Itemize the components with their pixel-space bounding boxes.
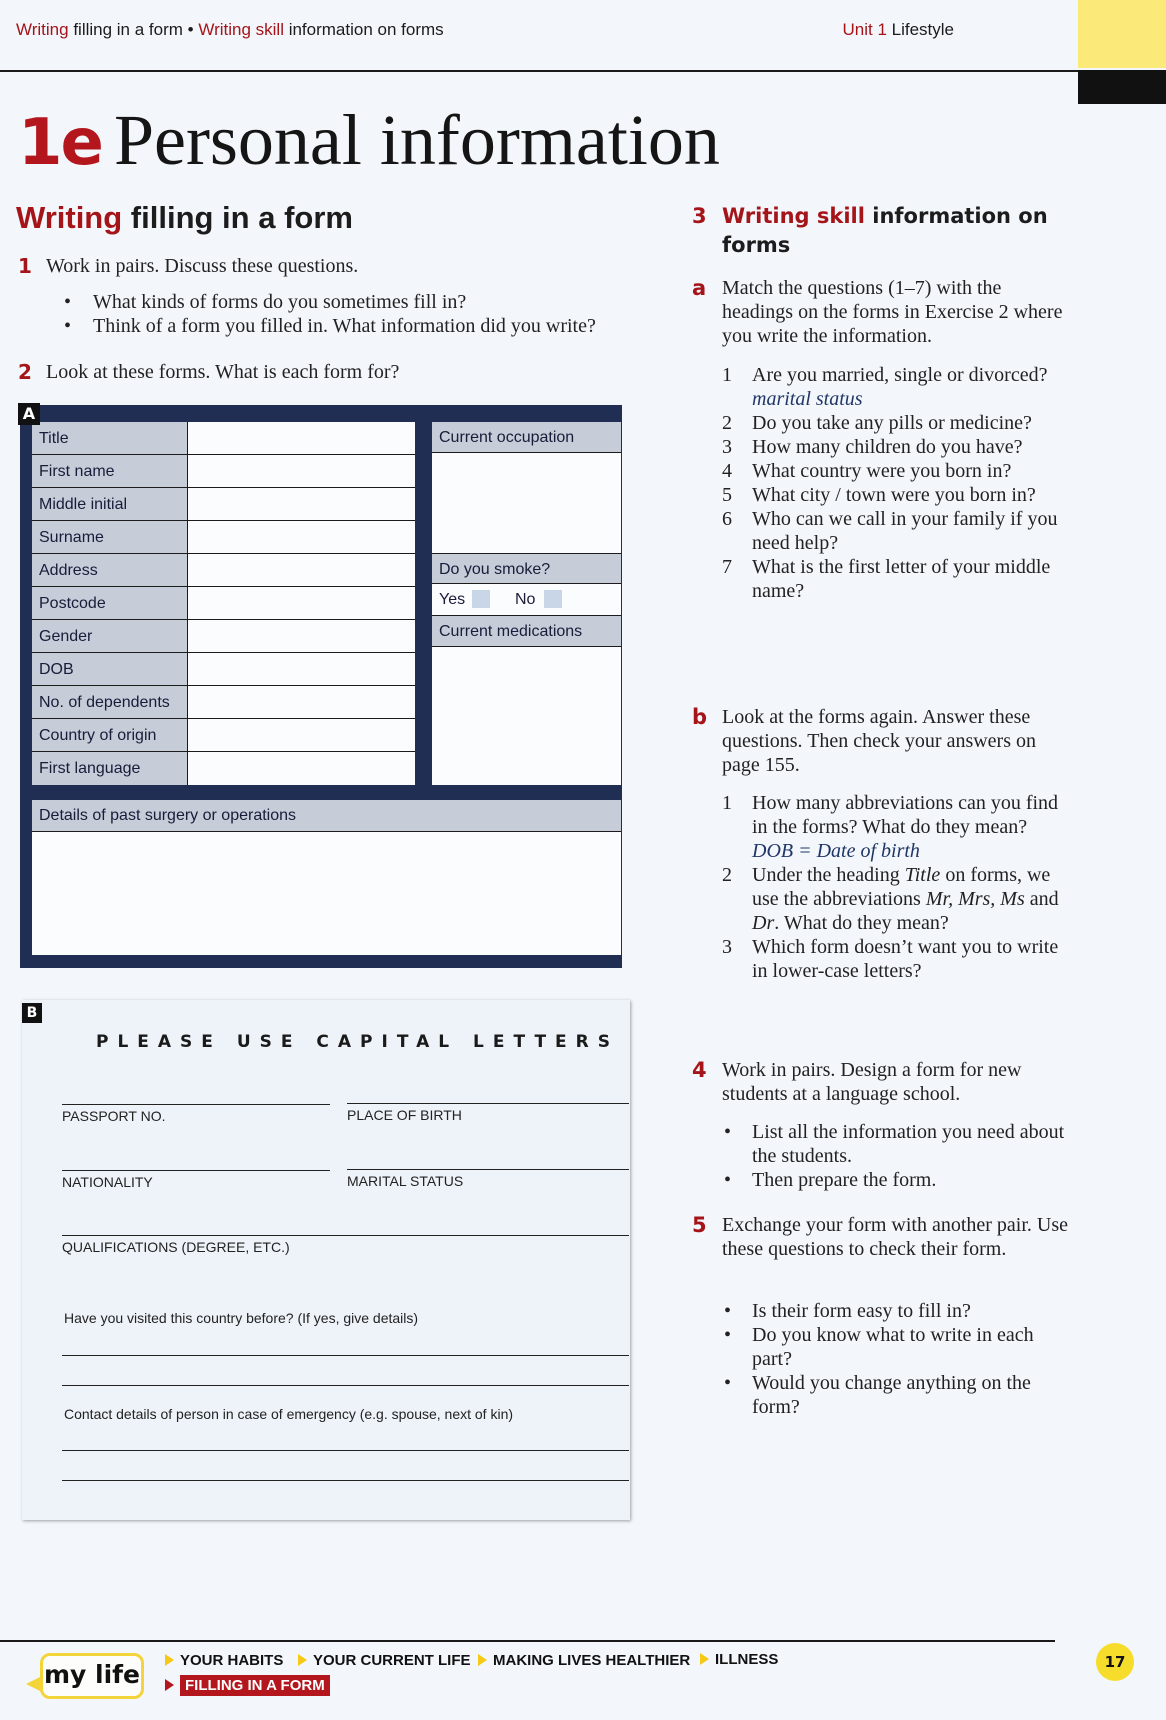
form-a (20, 405, 622, 968)
question-item (722, 411, 1072, 435)
arrow-icon (700, 1653, 709, 1665)
nav-label: YOUR CURRENT LIFE (313, 1652, 471, 1669)
item-text: Do you take any pills or medicine? (752, 412, 1032, 434)
emergency-answer-line-1[interactable] (62, 1450, 629, 1451)
question-list (722, 363, 1072, 603)
item-text: What country were you born in? (752, 460, 1012, 482)
form-a-row-address (32, 554, 415, 587)
field-label: Gender (32, 620, 188, 652)
form-a-row-country-of-origin (32, 719, 415, 752)
lesson-number: 1e (18, 106, 102, 180)
nav-label: FILLING IN A FORM (180, 1675, 330, 1696)
sub-letter: a (692, 276, 707, 300)
nav-label: ILLNESS (715, 1651, 779, 1668)
question-list (722, 791, 1072, 983)
sub-letter: b (692, 705, 708, 729)
exercise-stem: Work in pairs. Discuss these questions. (46, 255, 359, 277)
field-input[interactable] (188, 752, 415, 785)
example-answer: marital status (752, 388, 863, 410)
item-text: What city / town were you born in? (752, 484, 1036, 506)
question-item (722, 863, 1072, 935)
item-text-italic: Dr (752, 912, 775, 934)
running-header-right (842, 20, 954, 40)
item-text-italic: Mr, Mrs, Ms (925, 888, 1025, 910)
item-text: How many children do you have? (752, 436, 1023, 458)
footer-nav-filling-in-a-form[interactable] (165, 1677, 330, 1694)
item-number: 2 (722, 412, 732, 434)
question-item (722, 483, 1072, 507)
item-text: Which form doesn’t want you to write in lower-case letters? (752, 936, 1059, 982)
item-text: Who can we call in your family if you need help? (752, 508, 1058, 554)
exercise-number: 1 (18, 254, 32, 278)
lesson-title: Personal information (113, 100, 720, 180)
bullet-list (722, 1299, 1072, 1419)
exercise-stem: Work in pairs. Design a form for new students at a language school. (722, 1059, 1022, 1105)
exercise-stem: Exchange your form with another pair. Use these questions to check their form. (722, 1214, 1069, 1260)
field-input[interactable] (188, 521, 415, 553)
field-input[interactable] (188, 554, 415, 586)
arrow-icon (165, 1679, 174, 1691)
footer-nav-making-lives-healthier[interactable] (478, 1652, 690, 1669)
item-number: 4 (722, 460, 732, 482)
form-a-row-middle-initial (32, 488, 415, 521)
field-label: Address (32, 554, 188, 586)
header-accent-writing: Writing (16, 20, 69, 39)
field-label: DOB (32, 653, 188, 685)
item-text: Under the heading (752, 864, 905, 886)
visited-question: Have you visited this country before? (If yes, give details) (64, 1310, 419, 1326)
exercise-stem: Match the questions (1–7) with the headings on the forms in Exercise 2 where you write the information. (722, 277, 1063, 347)
arrow-icon (478, 1654, 487, 1666)
form-a-row-postcode (32, 587, 415, 620)
bullet-item: • Do you know what to write in each part? (722, 1323, 1072, 1371)
question-item (722, 555, 1072, 603)
item-text: How many abbreviations can you find in the forms? What do they mean? (752, 792, 1059, 838)
arrow-icon (298, 1654, 307, 1666)
field-input[interactable] (188, 488, 415, 520)
item-number: 6 (722, 508, 732, 530)
exercise-number: 4 (692, 1058, 707, 1082)
example-answer: DOB = Date of birth (752, 840, 920, 862)
field-label: Middle initial (32, 488, 188, 520)
field-label: Title (32, 422, 188, 454)
form-a-row-dependents (32, 686, 415, 719)
surgery-details-input[interactable] (32, 832, 621, 955)
section-heading-writing (16, 200, 353, 236)
form-a-label: A (18, 403, 40, 425)
question-item (722, 507, 1072, 555)
exercise-stem: Look at these forms. What is each form for? (46, 361, 400, 383)
form-a-row-surname (32, 521, 415, 554)
smoke-yes-checkbox[interactable] (472, 590, 490, 608)
field-input[interactable] (188, 719, 415, 751)
exercise-number: 2 (18, 360, 32, 384)
item-text: What is the first letter of your middle name? (752, 556, 1051, 602)
field-input[interactable] (188, 455, 415, 487)
capital-letters-instruction: PLEASE USE CAPITAL LETTERS (96, 1032, 619, 1052)
question-item (722, 459, 1072, 483)
footer-rule (0, 1640, 1055, 1642)
visited-answer-line-2[interactable] (62, 1385, 629, 1386)
field-input[interactable] (188, 653, 415, 685)
nationality-field[interactable]: NATIONALITY (62, 1170, 330, 1190)
running-header-left (16, 20, 444, 40)
question-item (722, 935, 1072, 983)
smoke-yes-label: Yes (439, 591, 466, 608)
page-edge-tab-black (1078, 70, 1166, 104)
my-life-badge: my life (40, 1653, 144, 1699)
question-item (722, 363, 1072, 411)
question-item (722, 791, 1072, 863)
page-title (18, 94, 720, 188)
bullet-item: • List all the information you need about the students. (722, 1120, 1072, 1168)
arrow-icon (165, 1654, 174, 1666)
field-label: No. of dependents (32, 686, 188, 718)
item-number: 3 (722, 936, 732, 958)
question-item (722, 435, 1072, 459)
header-accent-skill: Writing skill (198, 20, 284, 39)
form-a-row-dob (32, 653, 415, 686)
exercise-number: 5 (692, 1213, 707, 1237)
field-input[interactable] (188, 422, 415, 454)
page-number: 17 (1096, 1643, 1134, 1681)
medications-label: Current medications (432, 616, 621, 647)
bullet-item: • What kinds of forms do you sometimes fill in? (64, 290, 684, 314)
item-text: Are you married, single or divorced? (752, 364, 1048, 386)
field-input[interactable] (188, 620, 415, 652)
nav-label: MAKING LIVES HEALTHIER (493, 1652, 691, 1669)
form-b-label: B (22, 1003, 42, 1023)
field-input[interactable] (188, 686, 415, 718)
exercise-number: 3 (692, 204, 707, 228)
field-label: First name (32, 455, 188, 487)
bullet-item: • Would you change anything on the form? (722, 1371, 1072, 1419)
field-label: Country of origin (32, 719, 188, 751)
section-accent: Writing (16, 200, 123, 235)
nav-label: YOUR HABITS (180, 1652, 284, 1669)
item-number: 7 (722, 556, 732, 578)
exercise-stem: Look at the forms again. Answer these questions. Then check your answers on page 155. (722, 706, 1037, 776)
unit-label: Unit 1 (842, 20, 887, 39)
item-number: 2 (722, 864, 732, 886)
field-label: First language (32, 752, 188, 785)
passport-field[interactable]: PASSPORT NO. (62, 1104, 330, 1124)
footer-nav-illness[interactable] (700, 1651, 778, 1668)
item-text: on forms, we use the abbreviations (752, 864, 1051, 910)
qualifications-field[interactable]: QUALIFICATIONS (DEGREE, ETC.) (62, 1235, 629, 1255)
marital-status-field[interactable]: MARITAL STATUS (347, 1169, 629, 1189)
bullet-item: • Then prepare the form. (722, 1168, 1072, 1192)
field-input[interactable] (188, 587, 415, 619)
item-text-italic: Title (904, 864, 941, 886)
occupation-input[interactable] (432, 453, 621, 553)
smoke-options (432, 584, 621, 616)
bullet-list (64, 290, 684, 338)
bullet-item: • Is their form easy to fill in? (722, 1299, 1072, 1323)
footer-nav-your-current-life[interactable] (298, 1652, 471, 1669)
place-of-birth-field[interactable]: PLACE OF BIRTH (347, 1103, 629, 1123)
bullet-list (722, 1120, 1072, 1192)
item-number: 1 (722, 792, 732, 814)
item-text: . What do they mean? (774, 912, 949, 934)
item-number: 5 (722, 484, 732, 506)
header-separator: • (182, 20, 199, 39)
header-rule (0, 70, 1078, 72)
page-edge-tab-yellow (1078, 0, 1166, 68)
medications-input[interactable] (432, 647, 621, 785)
item-number: 3 (722, 436, 732, 458)
field-label: Postcode (32, 587, 188, 619)
form-a-right-column (432, 422, 621, 785)
skill-accent: Writing skill (722, 204, 865, 228)
form-a-row-title (32, 422, 415, 455)
form-a-row-gender (32, 620, 415, 653)
emergency-contact-question: Contact details of person in case of emergency (e.g. spouse, next of kin) (64, 1406, 514, 1422)
emergency-answer-line-2[interactable] (62, 1480, 629, 1481)
surgery-details-label: Details of past surgery or operations (32, 800, 621, 832)
smoke-label: Do you smoke? (432, 553, 621, 584)
smoke-no-label: No (515, 591, 536, 608)
visited-answer-line-1[interactable] (62, 1355, 629, 1356)
occupation-label: Current occupation (432, 422, 621, 453)
header-text-writing: filling in a form (68, 20, 183, 39)
smoke-no-checkbox[interactable] (544, 590, 562, 608)
section-text: filling in a form (122, 200, 353, 235)
unit-title: Lifestyle (886, 20, 954, 39)
item-number: 1 (722, 364, 732, 386)
form-a-row-first-name (32, 455, 415, 488)
skill-text: information on forms (722, 204, 1048, 257)
item-text: and (1024, 888, 1059, 910)
header-text-skill: information on forms (283, 20, 444, 39)
footer-nav-your-habits[interactable] (165, 1652, 283, 1669)
field-label: Surname (32, 521, 188, 553)
form-b (22, 1000, 630, 1520)
bullet-item: • Think of a form you filled in. What information did you write? (64, 314, 684, 338)
form-a-row-first-language (32, 752, 415, 785)
